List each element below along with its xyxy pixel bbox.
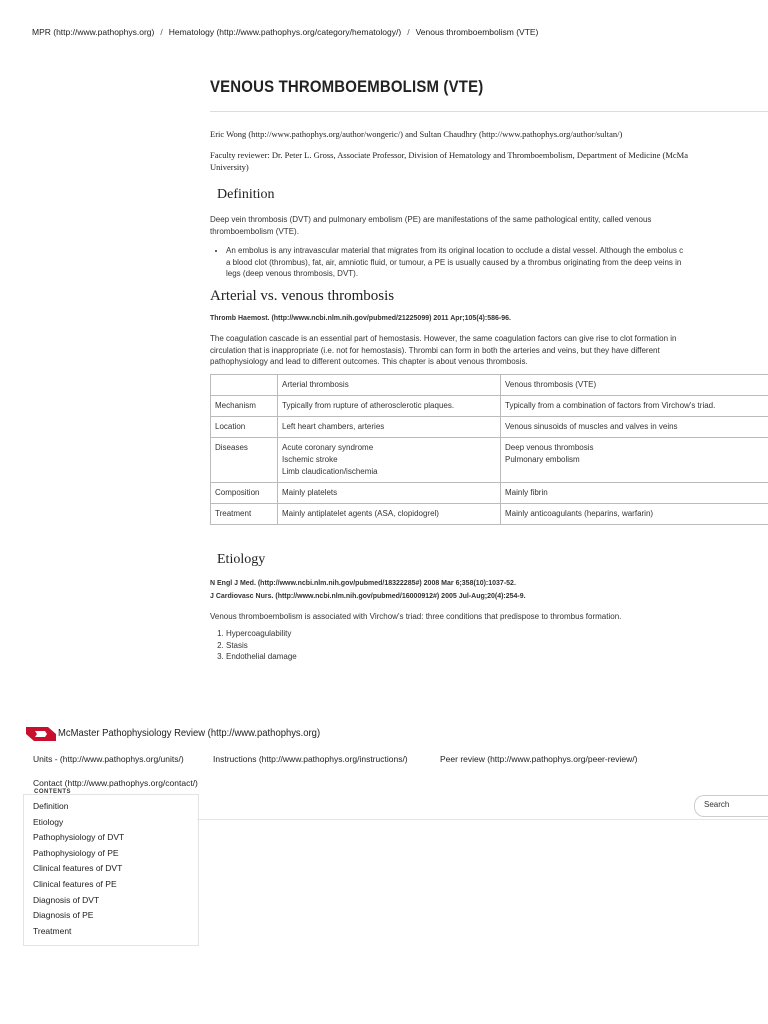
table-header-cell xyxy=(211,375,278,396)
row-label: Diseases xyxy=(211,438,278,483)
reviewer-line: University) xyxy=(210,162,249,172)
title-divider xyxy=(210,111,768,112)
breadcrumb-separator: / xyxy=(160,27,163,37)
table-cell: Mainly fibrin xyxy=(501,483,768,504)
faculty-reviewer xyxy=(210,149,768,173)
row-label: Treatment xyxy=(211,504,278,525)
paragraph-line: Deep vein thrombosis (DVT) and pulmonary embolism (PE) are manifestations of the same pathological entity, called venous xyxy=(210,215,652,224)
section-heading-arterial-vs-venous: Arterial vs. venous thrombosis xyxy=(210,288,395,304)
toc-item-treatment[interactable]: Treatment xyxy=(33,926,72,936)
search-placeholder: Search xyxy=(704,800,730,809)
table-row xyxy=(211,504,768,525)
breadcrumb-link-mpr[interactable]: MPR (http://www.pathophys.org) xyxy=(32,27,155,37)
table-row xyxy=(211,396,768,417)
toc-item-diagnosis-dvt[interactable]: Diagnosis of DVT xyxy=(33,895,100,905)
table-header-cell: Arterial thrombosis xyxy=(278,375,501,396)
paragraph-line: pathophysiology and lead to different outcomes. This chapter is about venous thrombosis. xyxy=(210,357,528,366)
table-row xyxy=(211,483,768,504)
table-cell: Mainly anticoagulants (heparins, warfarin) xyxy=(501,504,768,525)
paragraph-line: • An embolus is any intravascular material that migrates from its original location to occlude a distal vessel. Although the embolus c xyxy=(226,246,684,255)
cell-line: Limb claudication/ischemia xyxy=(282,467,378,476)
table-cell: Mainly platelets xyxy=(278,483,501,504)
breadcrumb-current: Venous thromboembolism (VTE) xyxy=(415,27,539,37)
toc-item-pathophysiology-pe[interactable]: Pathophysiology of PE xyxy=(33,848,119,858)
reference-link[interactable]: Thromb Haemost. (http://www.ncbi.nlm.nih.gov/pubmed/21225099) 2011 Apr;105(4):586-96. xyxy=(210,315,511,322)
toc-item-clinical-pe[interactable]: Clinical features of PE xyxy=(33,879,117,889)
list-item: 2. Stasis xyxy=(226,640,297,652)
site-brand-link[interactable]: McMaster Pathophysiology Review (http://www.pathophys.org) xyxy=(58,727,321,739)
definition-bullet-list xyxy=(210,245,683,280)
list-item: 1. Hypercoagulability xyxy=(226,628,297,640)
search-divider xyxy=(197,819,768,820)
mcmaster-logo-icon[interactable] xyxy=(26,727,56,741)
nav-peer-review[interactable]: Peer review (http://www.pathophys.org/peer-review/) xyxy=(440,754,638,764)
breadcrumb-separator: / xyxy=(407,27,410,37)
reference-link[interactable]: J Cardiovasc Nurs. (http://www.ncbi.nlm.nih.gov/pubmed/16000912#) 2005 Jul-Aug;20(4):254-9. xyxy=(210,593,526,600)
etiology-intro: Venous thromboembolism is associated with Virchow's triad: three conditions that predispose to thrombus formation. xyxy=(210,612,622,621)
cell-line: Ischemic stroke xyxy=(282,455,338,464)
table-cell: Left heart chambers, arteries xyxy=(278,417,501,438)
row-label: Mechanism xyxy=(211,396,278,417)
table-header-cell: Venous thrombosis (VTE) xyxy=(501,375,768,396)
list-item xyxy=(226,245,683,280)
paragraph-line: a blood clot (thrombus), fat, air, amniotic fluid, or tumour, a PE is usually caused by a thrombus originating from the deep veins in xyxy=(226,257,682,267)
paragraph-line: The coagulation cascade is an essential part of hemostasis. However, the same coagulation factors can give rise to clot formation in xyxy=(210,334,677,343)
toc-item-pathophysiology-dvt[interactable]: Pathophysiology of DVT xyxy=(33,832,125,842)
section-heading-definition: Definition xyxy=(217,187,275,202)
toc-item-clinical-dvt[interactable]: Clinical features of DVT xyxy=(33,863,123,873)
table-header-row xyxy=(211,375,768,396)
breadcrumb xyxy=(32,27,538,37)
toc-item-etiology[interactable]: Etiology xyxy=(33,817,64,827)
reference-link[interactable]: N Engl J Med. (http://www.ncbi.nlm.nih.gov/pubmed/18322285#) 2008 Mar 6;358(10):1037-52. xyxy=(210,580,516,587)
arterial-paragraph xyxy=(210,333,676,368)
cell-line: Acute coronary syndrome xyxy=(282,443,374,452)
row-label: Location xyxy=(211,417,278,438)
toc-item-definition[interactable]: Definition xyxy=(33,801,69,811)
table-cell: Typically from rupture of atherosclerotic plaques. xyxy=(278,396,501,417)
cell-line: Pulmonary embolism xyxy=(505,455,580,464)
nav-units[interactable]: Units - (http://www.pathophys.org/units/) xyxy=(33,754,184,764)
reviewer-line: Faculty reviewer: Dr. Peter L. Gross, Associate Professor, Division of Hematology and Thromboembolism, Department of Medicine (McMa xyxy=(210,150,689,160)
page-title: VENOUS THROMBOEMBOLISM (VTE) xyxy=(210,77,484,96)
paragraph-line: legs (deep venous thrombosis, DVT). xyxy=(226,269,359,278)
list-item: 3. Endothelial damage xyxy=(226,651,297,663)
paragraph-line: circulation that is inappropriate (i.e. not for hemostasis). Thrombi can form in both the arteries and veins, but they have different xyxy=(210,345,660,355)
breadcrumb-link-hematology[interactable]: Hematology (http://www.pathophys.org/category/hematology/) xyxy=(168,27,402,37)
comparison-table xyxy=(210,374,768,525)
table-of-contents xyxy=(23,789,199,946)
comparison-table-wrapper xyxy=(210,374,768,525)
table-cell: Typically from a combination of factors from Virchow's triad. xyxy=(501,396,768,417)
nav-instructions[interactable]: Instructions (http://www.pathophys.org/instructions/) xyxy=(213,754,408,764)
table-cell xyxy=(278,438,501,483)
table-cell xyxy=(501,438,768,483)
cell-line: Deep venous thrombosis xyxy=(505,443,594,452)
section-heading-etiology: Etiology xyxy=(217,552,266,567)
toc-title: CONTENTS xyxy=(34,789,71,795)
paragraph-line: thromboembolism (VTE). xyxy=(210,226,299,236)
nav-contact[interactable]: Contact (http://www.pathophys.org/contact/) xyxy=(33,778,198,788)
definition-paragraph xyxy=(210,214,651,237)
row-label: Composition xyxy=(211,483,278,504)
virchow-triad-list xyxy=(210,628,297,663)
table-row xyxy=(211,417,768,438)
authors-line[interactable]: Eric Wong (http://www.pathophys.org/author/wongeric/) and Sultan Chaudhry (http://www.pathophys.org/author/sultan/) xyxy=(210,129,623,139)
table-cell: Venous sinusoids of muscles and valves in veins xyxy=(501,417,768,438)
table-row xyxy=(211,438,768,483)
toc-item-diagnosis-pe[interactable]: Diagnosis of PE xyxy=(33,910,94,920)
search-input[interactable] xyxy=(694,795,768,817)
table-cell: Mainly antiplatelet agents (ASA, clopidogrel) xyxy=(278,504,501,525)
